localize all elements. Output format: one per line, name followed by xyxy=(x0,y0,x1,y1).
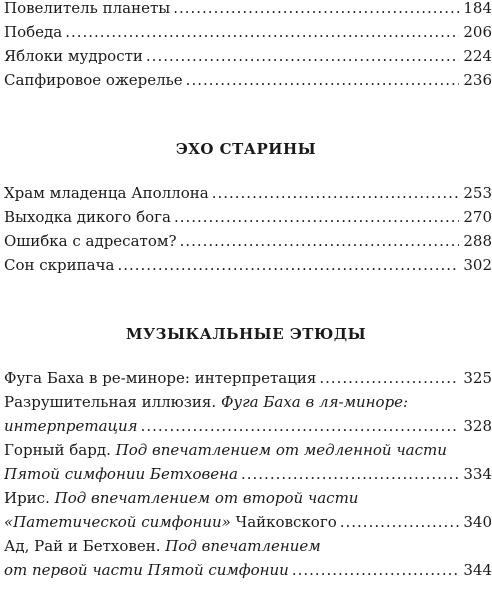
entry-title: Выходка дикого бога xyxy=(4,208,171,226)
dot-leader xyxy=(340,510,459,534)
page-number: 224 xyxy=(463,47,492,65)
toc-entry-line-2 xyxy=(4,558,492,582)
page-number: 206 xyxy=(463,23,492,41)
dot-leader xyxy=(173,0,459,20)
dot-leader xyxy=(146,44,459,68)
entry-subtitle: Пятой симфонии Бетховена xyxy=(4,465,238,483)
entry-title: Повелитель планеты xyxy=(4,0,171,17)
page-number: 236 xyxy=(463,71,492,89)
dot-leader xyxy=(292,558,459,582)
toc-entry xyxy=(4,44,492,68)
toc-entry xyxy=(4,68,492,92)
entry-title: Ад, Рай и Бетховен. xyxy=(4,537,161,555)
entry-title: Разрушительная иллюзия. xyxy=(4,393,217,411)
toc-entry xyxy=(4,20,492,44)
toc-entry-line-1 xyxy=(4,438,492,462)
toc-list-etudes xyxy=(4,366,492,582)
toc-list-top xyxy=(4,0,492,92)
section-heading: МУЗЫКАЛЬНЫЕ ЭТЮДЫ xyxy=(125,325,367,343)
entry-title: Яблоки мудрости xyxy=(4,47,143,65)
page-number: 340 xyxy=(463,513,492,531)
dot-leader xyxy=(319,366,459,390)
dot-leader xyxy=(174,205,459,229)
entry-subtitle: интерпретация xyxy=(4,417,138,435)
section-heading: ЭХО СТАРИНЫ xyxy=(175,140,317,158)
toc-entry xyxy=(4,0,492,20)
toc-entry xyxy=(4,253,492,277)
entry-title: Сон скрипача xyxy=(4,256,115,274)
page-number: 270 xyxy=(463,208,492,226)
dot-leader xyxy=(141,414,459,438)
entry-subtitle: от первой части Пятой симфонии xyxy=(4,561,289,579)
page-number: 184 xyxy=(463,0,492,17)
toc-entry xyxy=(4,229,492,253)
entry-title: Сапфировое ожерелье xyxy=(4,71,183,89)
entry-title: Горный бард. xyxy=(4,441,111,459)
toc-entry-line-2 xyxy=(4,462,492,486)
entry-subtitle: «Патетической симфонии» xyxy=(4,513,231,531)
dot-leader xyxy=(65,20,459,44)
toc-entry xyxy=(4,205,492,229)
dot-leader xyxy=(212,181,459,205)
entry-title: Ошибка с адресатом? xyxy=(4,232,177,250)
toc-entry-line-1 xyxy=(4,390,492,414)
entry-subtitle-tail: Чайковского xyxy=(230,513,337,531)
entry-title: Ирис. xyxy=(4,489,50,507)
page-number: 334 xyxy=(463,465,492,483)
page-number: 288 xyxy=(463,232,492,250)
dot-leader xyxy=(180,229,459,253)
dot-leader xyxy=(186,68,459,92)
page-number: 302 xyxy=(463,256,492,274)
page-number: 325 xyxy=(463,369,492,387)
entry-subtitle: Фуга Баха в ля-миноре: xyxy=(220,393,409,411)
toc-entry xyxy=(4,181,492,205)
dot-leader xyxy=(117,253,459,277)
toc-entry xyxy=(4,366,492,390)
toc-entry-line-1 xyxy=(4,486,492,510)
entry-title: Фуга Баха в ре-миноре: интерпретация xyxy=(4,369,317,387)
toc-entry-line-1 xyxy=(4,534,492,558)
page-number: 328 xyxy=(463,417,492,435)
toc-entry-line-2 xyxy=(4,510,492,534)
entry-subtitle: Под впечатлением от медленной части xyxy=(115,441,447,459)
dot-leader xyxy=(241,462,459,486)
toc-list-echo xyxy=(4,181,492,277)
toc-entry-line-2 xyxy=(4,414,492,438)
entry-subtitle: Под впечатлением от второй части xyxy=(54,489,359,507)
page-number: 344 xyxy=(463,561,492,579)
entry-subtitle: Под впечатлением xyxy=(165,537,321,555)
entry-title: Храм младенца Аполлона xyxy=(4,184,209,202)
entry-title: Победа xyxy=(4,23,63,41)
page-number: 253 xyxy=(463,184,492,202)
